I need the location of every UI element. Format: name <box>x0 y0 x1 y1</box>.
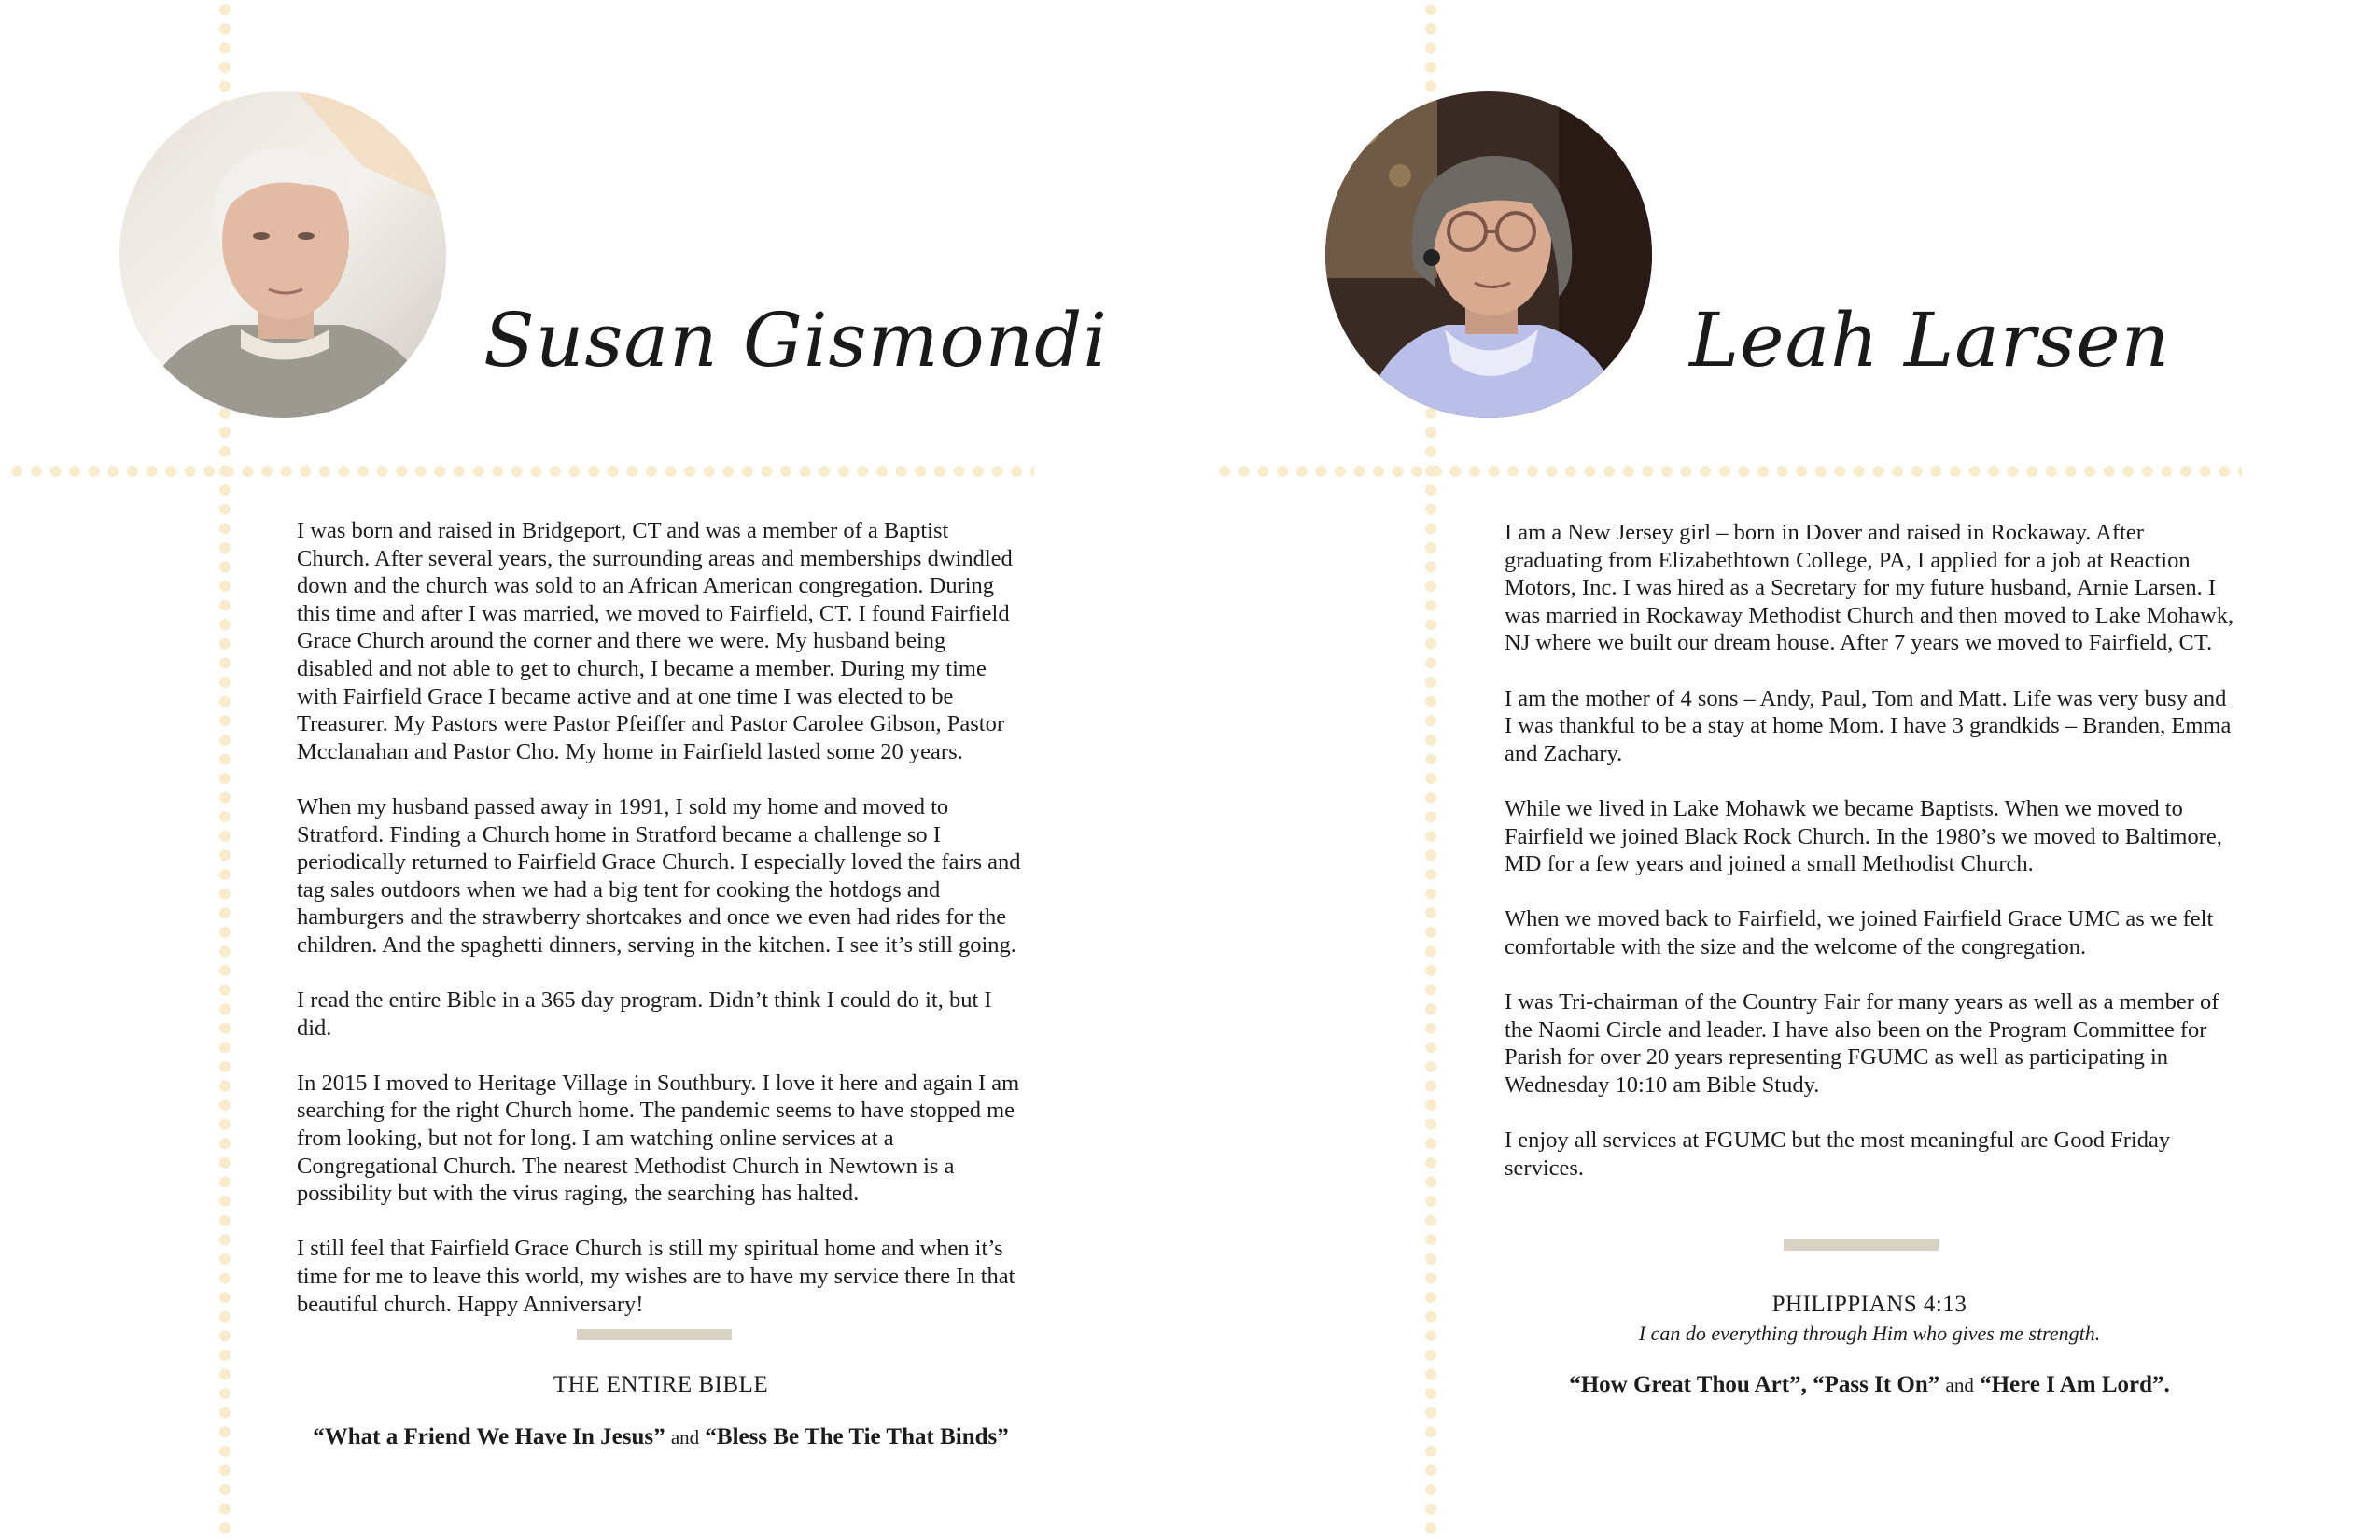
scripture-verse: I can do everything through Him who gives me strength. <box>1638 1322 2101 1345</box>
portrait-photo-susan <box>119 91 446 418</box>
bio-paragraph: I read the entire Bible in a 365 day program. Didn’t think I could do it, but I did. <box>297 987 992 1041</box>
hymn-title: “Bless Be The Tie That Binds” <box>705 1424 1009 1449</box>
bio-paragraph: I still feel that Fairfield Grace Church is still my spiritual home and when it’s time for me to leave this world, my wishes are to have my service there In that beautiful church. Happy Anniversary! <box>297 1236 1015 1317</box>
favorites-section <box>1505 1292 2234 1398</box>
section-divider <box>577 1329 732 1340</box>
biography <box>1505 519 2234 1210</box>
favorite-hymns <box>1505 1372 2234 1398</box>
biography <box>297 517 1025 1346</box>
left-horizontal-dotted-line <box>7 465 1034 478</box>
right-horizontal-dotted-line <box>1215 465 2242 478</box>
hymn-title: “How Great Thou Art”, “Pass It On” <box>1569 1372 1940 1397</box>
bio-paragraph: I am a New Jersey girl – born in Dover and raised in Rockaway. After graduating from Elizabethtown College, PA, I applied for a job at Reaction Motors, Inc. I was hired as a Secretary for my future husband, Arnie Larsen. I was married in Rockaway Methodist Church and then moved to Lake Mohawk, NJ where we built our dream house. After 7 years we moved to Fairfield, CT. <box>1505 520 2234 656</box>
conjunction: and <box>670 1426 700 1449</box>
favorite-hymns <box>297 1424 1025 1450</box>
person-name: Susan Gismondi <box>483 297 1108 384</box>
bio-paragraph: I enjoy all services at FGUMC but the most meaningful are Good Friday services. <box>1505 1127 2171 1181</box>
favorites-section <box>297 1372 1025 1450</box>
bio-paragraph: In 2015 I moved to Heritage Village in Southbury. I love it here and again I am searching for the right Church home. The pandemic seems to have stopped me from looking, but not for long. I am watching online services at a Congregational Church. The nearest Methodist Church in Newtown is a possibility but with the virus raging, the searching has halted. <box>297 1070 1020 1207</box>
favorite-scripture: THE ENTIRE BIBLE <box>553 1372 769 1397</box>
bio-paragraph: While we lived in Lake Mohawk we became Baptists. When we moved to Fairfield we joined Black Rock Church. In the 1980’s we moved to Baltimore, MD for a few years and joined a small Methodist Church. <box>1505 795 2222 877</box>
bio-paragraph: I am the mother of 4 sons – Andy, Paul, Tom and Matt. Life was very busy and I was thankful to be a stay at home Mom. I have 3 grandkids – Branden, Emma and Zachary. <box>1505 685 2232 766</box>
bio-paragraph: When we moved back to Fairfield, we joined Fairfield Grace UMC as we felt comfortable with the size and the welcome of the congregation. <box>1505 906 2214 959</box>
hymn-title: “Here I Am Lord”. <box>1980 1372 2170 1397</box>
bio-paragraph: I was born and raised in Bridgeport, CT and was a member of a Baptist Church. After several years, the surrounding areas and memberships dwindled down and the church was sold to an African American congregation. During this time and after I was married, we moved to Fairfield, CT. I found Fairfield Grace Church around the corner and there we were. My husband being disabled and not able to get to church, I became a member. During my time with Fairfield Grace I became active and at one time I was elected to be Treasurer. My Pastors were Pastor Pfeiffer and Pastor Carolee Gibson, Pastor Mcclanahan and Pastor Cho. My home in Fairfield lasted some 20 years. <box>297 518 1013 764</box>
conjunction: and <box>1945 1374 1974 1396</box>
person-name: Leah Larsen <box>1689 297 2171 384</box>
portrait-photo-leah <box>1325 91 1652 418</box>
bio-paragraph: I was Tri-chairman of the Country Fair for many years as well as a member of the Naomi Circle and leader. I have also been on the Program Committee for Parish for over 20 years representing FGUMC as well as participating in Wednesday 10:10 am Bible Study. <box>1505 989 2219 1098</box>
section-divider <box>1784 1239 1939 1251</box>
bio-paragraph: When my husband passed away in 1991, I sold my home and moved to Stratford. Finding a Church home in Stratford became a challenge so I periodically returned to Fairfield Grace Church. I especially loved the fairs and tag sales outdoors when we had a big tent for cooking the hotdogs and hamburgers and the strawberry shortcakes and once we even had rides for the children. And the spaghetti dinners, serving in the kitchen. I see it’s still going. <box>297 793 1021 958</box>
hymn-title: “What a Friend We Have In Jesus” <box>313 1424 665 1449</box>
favorite-scripture: PHILIPPIANS 4:13 <box>1771 1292 1967 1317</box>
